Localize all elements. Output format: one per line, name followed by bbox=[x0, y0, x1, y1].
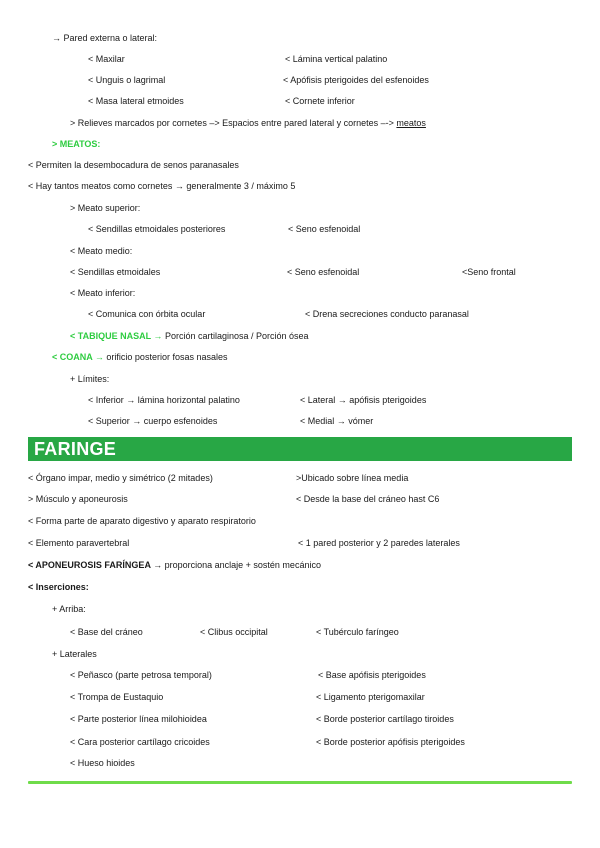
faringe-row: < Elemento paravertebral bbox=[28, 538, 130, 548]
lateral-wall-item: < Masa lateral etmoides bbox=[88, 96, 184, 106]
meato-medio-item: < Sendillas etmoidales bbox=[70, 267, 161, 277]
meatos-line: < Permiten la desembocadura de senos paranasales bbox=[28, 160, 239, 170]
lateral-wall-item: < Apófisis pterigoides del esfenoides bbox=[283, 75, 429, 85]
lateral-wall-item: < Maxilar bbox=[88, 54, 125, 64]
lateral-item: < Ligamento pterigomaxilar bbox=[316, 692, 425, 702]
lateral-item: < Hueso hioides bbox=[70, 758, 135, 768]
meato-superior-label: > Meato superior: bbox=[70, 203, 141, 213]
lateral-wall-heading: → Pared externa o lateral: bbox=[52, 33, 158, 43]
coana-text: orificio posterior fosas nasales bbox=[103, 352, 228, 362]
meato-inferior-item: < Drena secreciones conducto paranasal bbox=[305, 309, 469, 319]
lateral-item: < Peñasco (parte petrosa temporal) bbox=[70, 670, 212, 680]
meatos-link[interactable]: meatos bbox=[396, 118, 426, 128]
aponeurosis-label: < APONEUROSIS FARÍNGEA → bbox=[28, 560, 163, 570]
meato-inferior-item: < Comunica con órbita ocular bbox=[88, 309, 206, 319]
relieves-text: > Relieves marcados por cornetes –> Espacios entre pared lateral y cornetes –-> bbox=[70, 118, 397, 128]
limites-label: + Límites: bbox=[70, 374, 110, 384]
arriba-item: < Clibus occipital bbox=[200, 627, 268, 637]
lateral-wall-item: < Cornete inferior bbox=[285, 96, 355, 106]
arriba-item: < Base del cráneo bbox=[70, 627, 143, 637]
section-divider bbox=[28, 781, 572, 784]
lateral-item: < Cara posterior cartílago cricoides bbox=[70, 737, 210, 747]
aponeurosis-line bbox=[28, 560, 321, 571]
lateral-wall-item: < Unguis o lagrimal bbox=[88, 75, 166, 85]
lateral-wall-item: < Lámina vertical palatino bbox=[285, 54, 388, 64]
lateral-item: < Base apófisis pterigoides bbox=[318, 670, 426, 680]
meatos-heading: > MEATOS: bbox=[52, 139, 101, 149]
laterales-label: + Laterales bbox=[52, 649, 97, 659]
aponeurosis-text: proporciona anclaje + sostén mecánico bbox=[162, 560, 321, 570]
tabique-label: < TABIQUE NASAL → bbox=[70, 331, 163, 341]
limite-item: < Lateral → apófisis pterigoides bbox=[300, 395, 427, 405]
meatos-line: < Hay tantos meatos como cornetes → generalmente 3 / máximo 5 bbox=[28, 181, 296, 191]
faringe-row: < Forma parte de aparato digestivo y aparato respiratorio bbox=[28, 516, 256, 526]
arriba-item: < Tubérculo faríngeo bbox=[316, 627, 399, 637]
faringe-row: < 1 pared posterior y 2 paredes laterales bbox=[298, 538, 460, 548]
limite-item: < Medial → vómer bbox=[300, 416, 374, 426]
faringe-row: < Órgano impar, medio y simétrico (2 mitades) bbox=[28, 473, 213, 483]
lateral-item: < Parte posterior línea milohioidea bbox=[70, 714, 207, 724]
arriba-label: + Arriba: bbox=[52, 604, 86, 614]
limite-item: < Inferior → lámina horizontal palatino bbox=[88, 395, 240, 405]
faringe-row: >Ubicado sobre línea media bbox=[296, 473, 409, 483]
meato-medio-item: <Seno frontal bbox=[462, 267, 516, 277]
coana-line bbox=[52, 352, 227, 363]
faringe-banner bbox=[28, 437, 572, 461]
faringe-title: FARINGE bbox=[34, 439, 117, 459]
limite-item: < Superior → cuerpo esfenoides bbox=[88, 416, 218, 426]
meato-medio-label: < Meato medio: bbox=[70, 246, 133, 256]
meato-inferior-label: < Meato inferior: bbox=[70, 288, 136, 298]
lateral-item: < Trompa de Eustaquio bbox=[70, 692, 164, 702]
lateral-item: < Borde posterior apófisis pterigoides bbox=[316, 737, 465, 747]
meato-medio-item: < Seno esfenoidal bbox=[287, 267, 360, 277]
meato-superior-item: < Sendillas etmoidales posteriores bbox=[88, 224, 226, 234]
relieves-line bbox=[70, 118, 426, 129]
inserciones-label: < Inserciones: bbox=[28, 582, 89, 592]
meato-superior-item: < Seno esfenoidal bbox=[288, 224, 361, 234]
faringe-row: > Músculo y aponeurosis bbox=[28, 494, 128, 504]
tabique-text: Porción cartilaginosa / Porción ósea bbox=[162, 331, 309, 341]
lateral-item: < Borde posterior cartílago tiroides bbox=[316, 714, 454, 724]
faringe-row: < Desde la base del cráneo hast C6 bbox=[296, 494, 440, 504]
coana-label: < COANA → bbox=[52, 352, 104, 362]
tabique-line bbox=[70, 331, 309, 342]
